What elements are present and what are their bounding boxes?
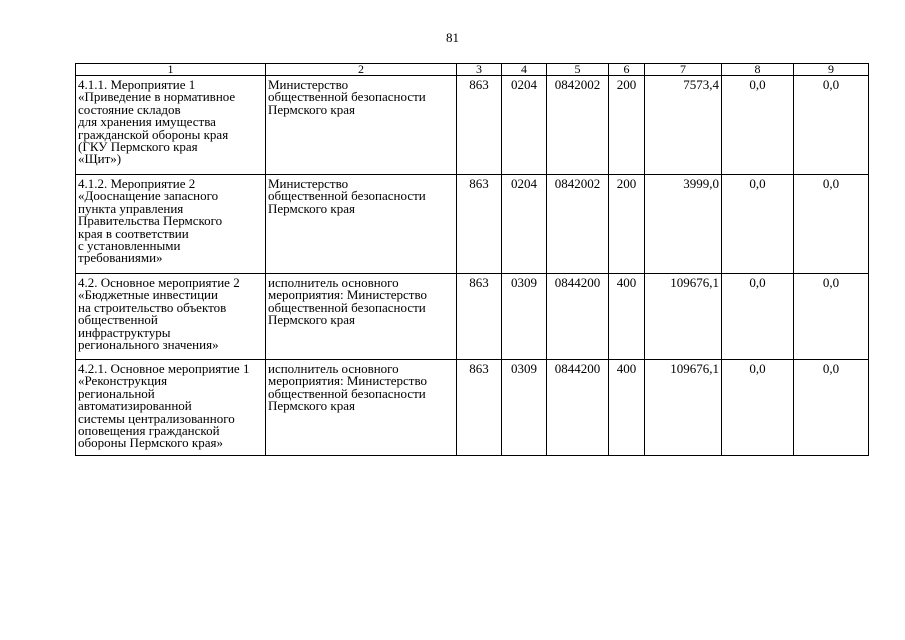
column-header-4: 4 bbox=[502, 64, 547, 76]
section-code-cell: 0204 bbox=[502, 175, 547, 274]
column-header-9: 9 bbox=[794, 64, 869, 76]
target-article-cell: 0842002 bbox=[547, 175, 609, 274]
table-row bbox=[76, 76, 869, 175]
table-row bbox=[76, 175, 869, 274]
target-article-cell: 0842002 bbox=[547, 76, 609, 175]
amount-col7-cell: 3999,0 bbox=[645, 175, 722, 274]
executor-cell: исполнитель основного мероприятия: Министерство общественной безопасности Пермского края bbox=[266, 274, 457, 360]
header-row bbox=[76, 64, 869, 76]
column-header-3: 3 bbox=[457, 64, 502, 76]
column-header-7: 7 bbox=[645, 64, 722, 76]
amount-col9-cell: 0,0 bbox=[794, 175, 869, 274]
section-code-cell: 0309 bbox=[502, 360, 547, 456]
column-header-1: 1 bbox=[76, 64, 266, 76]
target-article-cell: 0844200 bbox=[547, 360, 609, 456]
activity-name-cell: 4.1.1. Мероприятие 1 «Приведение в нормативное состояние складов для хранения имущества гражданской обороны края (ГКУ Пермского края «Щит») bbox=[76, 76, 266, 175]
expense-type-cell: 200 bbox=[609, 175, 645, 274]
expense-type-cell: 400 bbox=[609, 274, 645, 360]
ministry-code-cell: 863 bbox=[457, 76, 502, 175]
expense-type-cell: 200 bbox=[609, 76, 645, 175]
ministry-code-cell: 863 bbox=[457, 175, 502, 274]
column-header-2: 2 bbox=[266, 64, 457, 76]
amount-col7-cell: 109676,1 bbox=[645, 274, 722, 360]
section-code-cell: 0204 bbox=[502, 76, 547, 175]
expense-type-cell: 400 bbox=[609, 360, 645, 456]
table-row bbox=[76, 360, 869, 456]
executor-cell: Министерство общественной безопасности Пермского края bbox=[266, 76, 457, 175]
executor-cell: Министерство общественной безопасности Пермского края bbox=[266, 175, 457, 274]
ministry-code-cell: 863 bbox=[457, 274, 502, 360]
amount-col7-cell: 7573,4 bbox=[645, 76, 722, 175]
amount-col9-cell: 0,0 bbox=[794, 76, 869, 175]
column-header-5: 5 bbox=[547, 64, 609, 76]
ministry-code-cell: 863 bbox=[457, 360, 502, 456]
activity-name-cell: 4.2. Основное мероприятие 2 «Бюджетные инвестиции на строительство объектов общественной инфраструктуры регионального значения» bbox=[76, 274, 266, 360]
activity-name-cell: 4.1.2. Мероприятие 2 «Дооснащение запасного пункта управления Правительства Пермского края в соответствии с установленными требованиями» bbox=[76, 175, 266, 274]
amount-col8-cell: 0,0 bbox=[722, 76, 794, 175]
amount-col8-cell: 0,0 bbox=[722, 175, 794, 274]
budget-table bbox=[75, 63, 869, 456]
section-code-cell: 0309 bbox=[502, 274, 547, 360]
activity-name-cell: 4.2.1. Основное мероприятие 1 «Реконструкция региональной автоматизированной системы централизованного оповещения гражданской обороны Пермского края» bbox=[76, 360, 266, 456]
amount-col7-cell: 109676,1 bbox=[645, 360, 722, 456]
amount-col9-cell: 0,0 bbox=[794, 360, 869, 456]
amount-col8-cell: 0,0 bbox=[722, 360, 794, 456]
amount-col8-cell: 0,0 bbox=[722, 274, 794, 360]
amount-col9-cell: 0,0 bbox=[794, 274, 869, 360]
executor-cell: исполнитель основного мероприятия: Министерство общественной безопасности Пермского края bbox=[266, 360, 457, 456]
table-row bbox=[76, 274, 869, 360]
page-number: 81 bbox=[446, 30, 459, 45]
column-header-8: 8 bbox=[722, 64, 794, 76]
column-header-6: 6 bbox=[609, 64, 645, 76]
target-article-cell: 0844200 bbox=[547, 274, 609, 360]
